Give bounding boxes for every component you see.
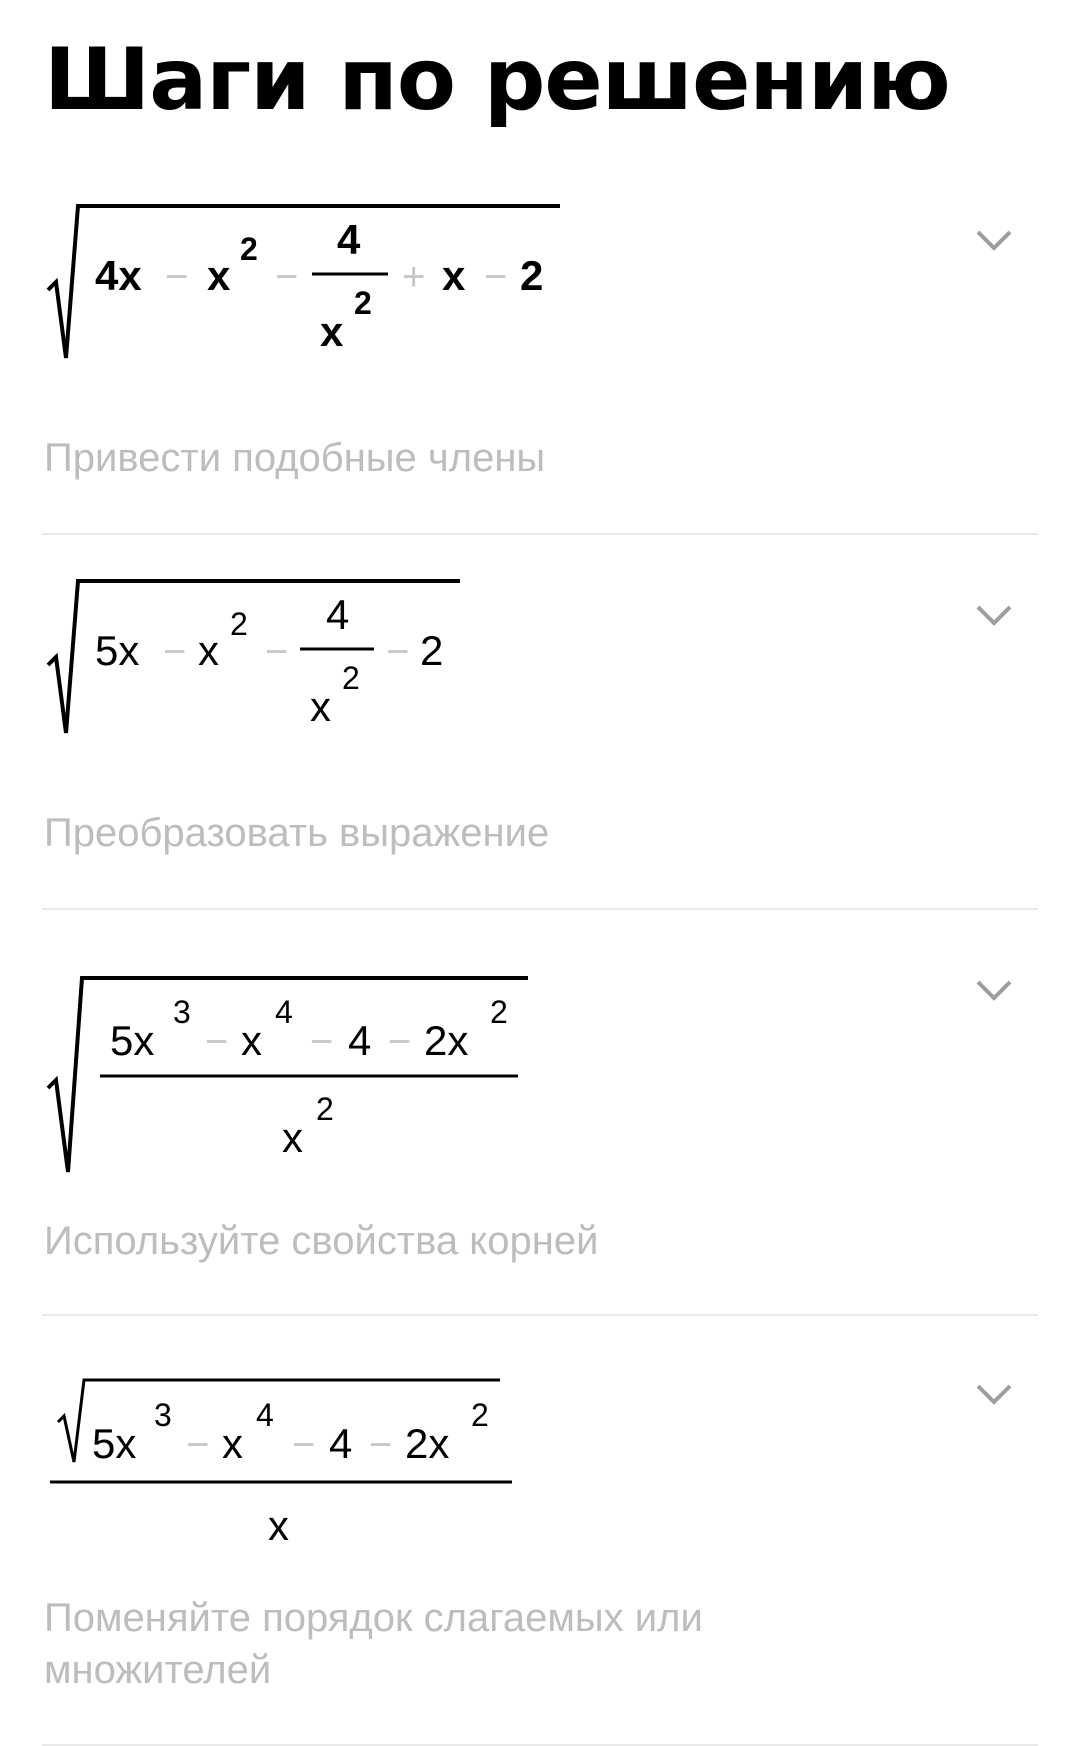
constant: 2 [520,252,544,299]
exponent: 3 [154,1397,172,1433]
chevron-down-icon[interactable] [972,226,1016,254]
solution-step-3[interactable] [0,950,1074,1263]
fraction-denominator: x [320,308,344,355]
constant: 2 [420,627,444,674]
step-3-expression [0,950,560,1180]
minus-sign: − [165,255,189,299]
minus-sign: − [292,1423,316,1467]
step-description: Используйте свойства корней [44,1219,599,1263]
minus-sign: − [484,255,508,299]
solution-step-1[interactable] [0,200,1074,500]
minus-sign: − [388,1020,412,1064]
step-1-expression [0,200,580,400]
term-x: x [222,1420,243,1467]
exponent: 2 [490,994,508,1030]
minus-sign: − [386,630,410,674]
divider [42,1314,1038,1316]
fraction-denominator: x [310,683,331,730]
constant: 4 [348,1017,372,1064]
term-x: x [198,627,219,674]
chevron-down-icon[interactable] [972,1380,1016,1408]
minus-sign: − [186,1423,210,1467]
chevron-down-icon[interactable] [972,601,1016,629]
term-x: x [207,252,231,299]
term-x: x [241,1017,262,1064]
fraction-numerator: 4 [337,216,361,263]
divider [42,908,1038,910]
minus-sign: − [163,630,187,674]
minus-sign: − [205,1020,229,1064]
exponent: 2 [240,231,258,267]
step-2-expression [0,575,500,775]
exponent: 2 [342,660,360,696]
chevron-down-icon[interactable] [972,976,1016,1004]
exponent: 2 [316,1091,334,1127]
term-5x: 5x [110,1017,155,1064]
fraction-denominator: x [282,1114,303,1161]
solution-step-4[interactable] [0,1352,1074,1692]
fraction-denominator: x [268,1502,289,1549]
step-description: Поменяйте порядок слагаемых или множителей [44,1596,703,1692]
minus-sign: − [310,1020,334,1064]
fraction-numerator: 4 [326,591,350,638]
term-5x: 5x [95,627,140,674]
page-title: Шаги по решению [44,30,950,130]
term-2x: 2x [424,1017,469,1064]
term-x: x [442,252,466,299]
exponent: 4 [256,1397,274,1433]
term-5x: 5x [92,1420,137,1467]
exponent: 2 [471,1397,489,1433]
minus-sign: − [265,630,289,674]
minus-sign: − [369,1423,393,1467]
term-2x: 2x [405,1420,450,1467]
step-description: Привести подобные члены [44,436,546,480]
minus-sign: − [275,255,299,299]
exponent: 2 [230,606,248,642]
divider [42,533,1038,535]
exponent: 4 [275,994,293,1030]
plus-sign: + [402,255,426,299]
step-description: Преобразовать выражение [44,811,550,855]
constant: 4 [329,1420,353,1467]
exponent: 2 [354,285,372,321]
exponent: 3 [173,994,191,1030]
step-4-expression [0,1352,560,1552]
term-4x: 4x [95,252,142,299]
solution-step-2[interactable] [0,575,1074,875]
